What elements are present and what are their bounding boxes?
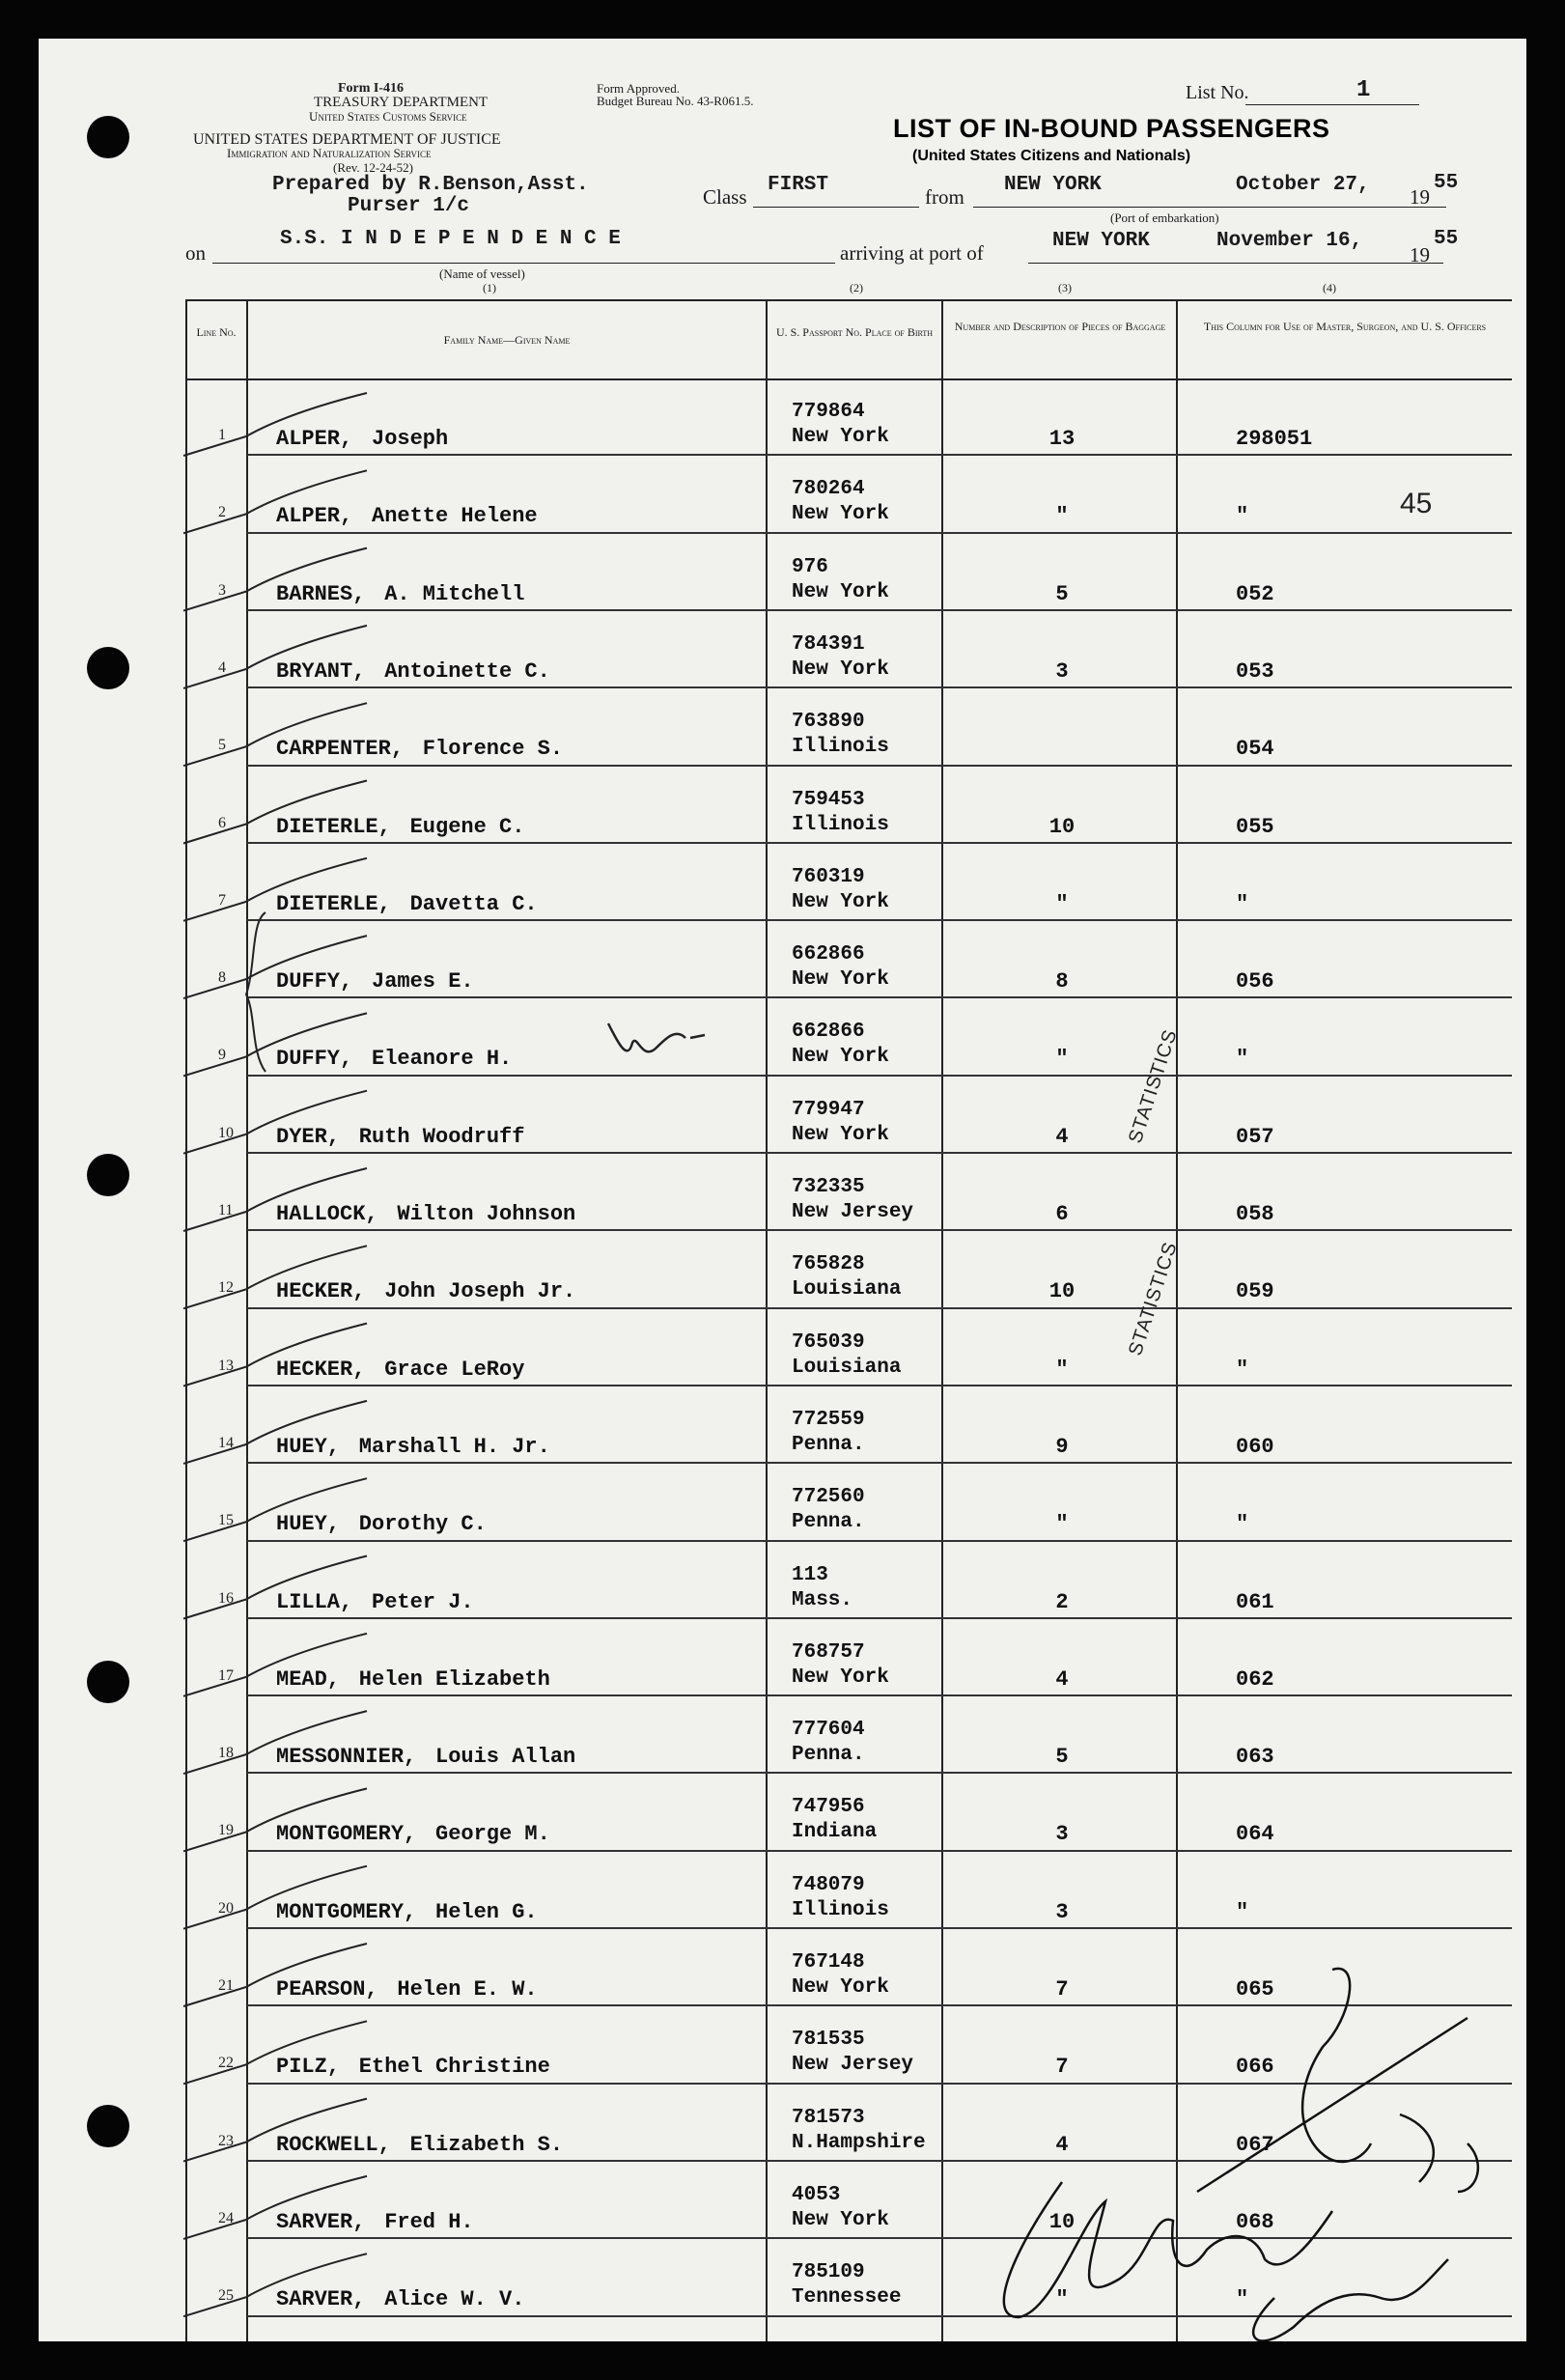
birth-place: Illinois xyxy=(792,1898,889,1921)
arrive-year-prefix: 19 xyxy=(1410,243,1430,266)
given-name: Joseph xyxy=(372,427,449,451)
revision: (Rev. 12-24-52) xyxy=(333,160,413,175)
baggage-count: 8 xyxy=(1055,969,1069,994)
row-rule xyxy=(247,1152,1512,1154)
given-name: Marshall H. Jr. xyxy=(358,1434,550,1459)
family-name: PILZ, xyxy=(276,2055,341,2080)
officer-entry: " xyxy=(1236,1512,1249,1537)
form-number: Form I-416 xyxy=(338,81,405,96)
line-number: 22 xyxy=(218,2055,234,2072)
baggage-count: " xyxy=(1055,1047,1069,1072)
row-rule xyxy=(247,2004,1512,2006)
baggage-count: 7 xyxy=(1055,1977,1069,2002)
arriving-label: arriving at port of xyxy=(840,241,984,265)
header-baggage: Number and Description of Pieces of Baggage xyxy=(954,320,1166,333)
baggage-count: 10 xyxy=(1048,814,1076,839)
birth-place: Louisiana xyxy=(792,1356,902,1379)
officer-entry: 068 xyxy=(1236,2209,1274,2234)
row-rule xyxy=(247,1462,1512,1464)
officer-entry: 059 xyxy=(1236,1279,1274,1304)
row-rule xyxy=(247,842,1512,844)
given-name: Peter J. xyxy=(372,1589,474,1614)
officer-entry: 062 xyxy=(1236,1666,1274,1692)
passport-number: 781535 xyxy=(792,2029,865,2052)
family-name: LILLA, xyxy=(276,1589,353,1614)
given-name: Eleanore H. xyxy=(372,1047,513,1072)
officer-entry: 058 xyxy=(1236,1202,1274,1226)
officer-entry: 067 xyxy=(1236,2132,1274,2157)
passport-number: 765828 xyxy=(792,1253,865,1276)
header-officer-use: This Column for Use of Master, Surgeon, and U. S. Officers xyxy=(1203,320,1487,333)
birth-place: N.Hampshire xyxy=(792,2131,926,2154)
row-rule xyxy=(247,765,1512,767)
baggage-count: 4 xyxy=(1055,1124,1069,1149)
row-rule xyxy=(247,2083,1512,2085)
class-label: Class xyxy=(703,185,747,209)
officer-entry: 063 xyxy=(1236,1745,1274,1770)
passport-number: 779947 xyxy=(792,1098,865,1121)
given-name: Ruth Woodruff xyxy=(358,1124,525,1149)
passport-number: 747956 xyxy=(792,1796,865,1819)
birth-place: New York xyxy=(792,1666,889,1689)
officer-entry: " xyxy=(1236,891,1249,916)
row-rule xyxy=(247,1617,1512,1619)
class-value: FIRST xyxy=(768,174,829,196)
form-approved: Form Approved. xyxy=(597,81,680,96)
family-name: DIETERLE, xyxy=(276,814,391,839)
row-rule xyxy=(247,2237,1512,2239)
birth-place: New Jersey xyxy=(792,1201,914,1223)
officer-entry: 053 xyxy=(1236,658,1274,684)
header-line-no: Line No. xyxy=(196,325,237,339)
officer-entry: 298051 xyxy=(1236,427,1313,451)
family-name: CARPENTER, xyxy=(276,737,405,762)
family-name: HUEY, xyxy=(276,1512,341,1537)
passport-number: 772560 xyxy=(792,1486,865,1509)
bracket-mark xyxy=(246,912,265,1072)
given-name: Helen E. W. xyxy=(397,1977,538,2002)
officer-entry: 066 xyxy=(1236,2055,1274,2080)
baggage-count: 2 xyxy=(1055,1589,1069,1614)
passport-number: 785109 xyxy=(792,2261,865,2284)
passport-number: 765039 xyxy=(792,1330,865,1354)
ins-service: Immigration and Naturalization Service xyxy=(227,146,432,160)
prepared-by: Prepared by R.Benson,Asst. xyxy=(272,174,589,196)
row-rule xyxy=(247,1307,1512,1309)
family-name: HALLOCK, xyxy=(276,1202,378,1226)
family-name: DYER, xyxy=(276,1124,341,1149)
list-no-label: List No. xyxy=(1186,82,1249,103)
given-name: Anette Helene xyxy=(372,504,538,529)
line-number: 6 xyxy=(218,814,226,831)
baggage-count: 3 xyxy=(1055,1899,1069,1924)
depart-year: 55 xyxy=(1434,172,1459,194)
given-name: Elizabeth S. xyxy=(409,2132,564,2157)
from-label: from xyxy=(925,185,964,209)
passport-number: 113 xyxy=(792,1563,828,1586)
col-divider-name xyxy=(766,299,768,2341)
passport-number: 763890 xyxy=(792,711,865,734)
baggage-count: 4 xyxy=(1055,1666,1069,1692)
col-divider-baggage xyxy=(1176,299,1178,2341)
line-number: 1 xyxy=(218,427,226,443)
birth-place: Indiana xyxy=(792,1821,878,1844)
officer-entry: 064 xyxy=(1236,1822,1274,1847)
baggage-count: " xyxy=(1055,891,1069,916)
passport-number: 976 xyxy=(792,555,828,578)
row-rule xyxy=(247,919,1512,921)
passport-number: 759453 xyxy=(792,788,865,811)
given-name: Grace LeRoy xyxy=(384,1357,525,1382)
row-rule xyxy=(247,1385,1512,1386)
given-name: Ethel Christine xyxy=(358,2055,550,2080)
arrive-date: November 16, xyxy=(1216,230,1363,252)
family-name: ROCKWELL, xyxy=(276,2132,391,2157)
birth-place: New York xyxy=(792,2208,889,2231)
given-name: Eugene C. xyxy=(409,814,525,839)
baggage-count: 7 xyxy=(1055,2055,1069,2080)
arrive-port: NEW YORK xyxy=(1052,230,1150,252)
family-name: SARVER, xyxy=(276,2209,366,2234)
given-name: A. Mitchell xyxy=(384,581,525,606)
birth-place: New York xyxy=(792,503,889,526)
family-name: DIETERLE, xyxy=(276,891,391,916)
from-underline xyxy=(973,207,1446,208)
line-number: 2 xyxy=(218,504,226,521)
row-rule xyxy=(247,2160,1512,2162)
family-name: BARNES, xyxy=(276,581,366,606)
given-name: Helen Elizabeth xyxy=(358,1666,550,1692)
given-name: John Joseph Jr. xyxy=(384,1279,576,1304)
passport-number: 768757 xyxy=(792,1640,865,1664)
col-num-3: (3) xyxy=(1058,281,1072,294)
line-number: 16 xyxy=(218,1589,234,1607)
baggage-count: 6 xyxy=(1055,1202,1069,1226)
birth-place: Tennessee xyxy=(792,2286,902,2310)
line-number: 23 xyxy=(218,2132,234,2149)
line-number: 11 xyxy=(218,1202,234,1218)
header-name: Family Name—Given Name xyxy=(443,333,571,347)
birth-place: Penna. xyxy=(792,1744,865,1767)
list-no-value: 1 xyxy=(1356,77,1371,103)
family-name: HECKER, xyxy=(276,1279,366,1304)
row-rule xyxy=(247,2315,1512,2317)
line-number: 19 xyxy=(218,1822,234,1839)
table-left-border xyxy=(185,299,187,2341)
given-name: Florence S. xyxy=(422,737,564,762)
officer-entry: 057 xyxy=(1236,1124,1274,1149)
family-name: SARVER, xyxy=(276,2287,366,2312)
list-title: LIST OF IN-BOUND PASSENGERS xyxy=(893,114,1330,143)
manifest-sheet xyxy=(39,39,1526,2341)
passport-number: 662866 xyxy=(792,1021,865,1044)
col-divider-passport xyxy=(941,299,943,2341)
vessel-name: S.S. I N D E P E N D E N C E xyxy=(280,228,621,250)
given-name: Dorothy C. xyxy=(358,1512,487,1537)
officer-entry: " xyxy=(1236,1357,1249,1382)
on-label: on xyxy=(185,241,206,265)
baggage-count: 4 xyxy=(1055,2132,1069,2157)
given-name: James E. xyxy=(372,969,474,994)
officer-entry: 055 xyxy=(1236,814,1274,839)
depart-date: October 27, xyxy=(1236,174,1370,196)
line-number: 4 xyxy=(218,658,226,676)
given-name: Louis Allan xyxy=(435,1745,576,1770)
baggage-count: 9 xyxy=(1055,1434,1069,1459)
family-name: MONTGOMERY, xyxy=(276,1822,417,1847)
header-passport: U. S. Passport No. Place of Birth xyxy=(775,325,934,339)
baggage-count: 3 xyxy=(1055,1822,1069,1847)
given-name: George M. xyxy=(435,1822,550,1847)
passport-number: 4053 xyxy=(792,2183,841,2206)
officer-entry: 052 xyxy=(1236,581,1274,606)
officer-entry: 065 xyxy=(1236,1977,1274,2002)
row-rule xyxy=(247,1075,1512,1077)
vessel-underline xyxy=(212,263,835,264)
birth-place: New York xyxy=(792,1123,889,1146)
birth-place: Penna. xyxy=(792,1433,865,1456)
given-name: Alice W. V. xyxy=(384,2287,525,2312)
line-number: 8 xyxy=(218,969,226,987)
birth-place: New York xyxy=(792,426,889,448)
prepared-by-title: Purser 1/c xyxy=(348,195,470,217)
line-number: 14 xyxy=(218,1434,234,1451)
row-rule xyxy=(247,532,1512,534)
passport-number: 779864 xyxy=(792,401,865,423)
line-number: 9 xyxy=(218,1047,226,1064)
birth-place: New York xyxy=(792,1976,889,1999)
family-name: DUFFY, xyxy=(276,969,353,994)
col-divider-line xyxy=(246,299,248,2341)
officer-entry: 061 xyxy=(1236,1589,1274,1614)
passport-number: 772559 xyxy=(792,1408,865,1431)
birth-place: New Jersey xyxy=(792,2054,914,2077)
depart-year-prefix: 19 xyxy=(1410,185,1430,209)
line-number: 3 xyxy=(218,581,226,599)
arrive-year: 55 xyxy=(1434,228,1459,250)
family-name: MEAD, xyxy=(276,1666,341,1692)
line-number: 24 xyxy=(218,2209,234,2226)
line-number: 13 xyxy=(218,1357,234,1374)
passport-number: 781573 xyxy=(792,2106,865,2129)
table-header-rule xyxy=(185,378,1512,380)
col-num-4: (4) xyxy=(1323,281,1336,294)
birth-place: Mass. xyxy=(792,1588,853,1611)
line-number: 12 xyxy=(218,1279,234,1297)
row-rule xyxy=(247,1694,1512,1696)
class-underline xyxy=(753,207,919,208)
given-name: Davetta C. xyxy=(409,891,538,916)
officer-entry: " xyxy=(1236,2287,1249,2312)
from-port: NEW YORK xyxy=(1004,174,1102,196)
passport-number: 760319 xyxy=(792,865,865,888)
row-rule xyxy=(247,1850,1512,1852)
customs-service: United States Customs Service xyxy=(309,109,467,124)
birth-place: New York xyxy=(792,580,889,603)
row-rule xyxy=(247,686,1512,688)
family-name: PEARSON, xyxy=(276,1977,378,2002)
baggage-count: 10 xyxy=(1048,1279,1076,1304)
birth-place: Illinois xyxy=(792,736,889,759)
vessel-label: (Name of vessel) xyxy=(439,266,525,281)
line-number: 20 xyxy=(218,1899,234,1917)
passport-number: 732335 xyxy=(792,1176,865,1198)
officer-entry: 056 xyxy=(1236,969,1274,994)
handwriting-overlay xyxy=(39,39,1526,2341)
officer-entry: " xyxy=(1236,1899,1249,1924)
baggage-count: 13 xyxy=(1048,427,1076,451)
arrive-underline xyxy=(1028,263,1443,264)
baggage-count: " xyxy=(1055,2287,1069,2312)
passport-number: 662866 xyxy=(792,943,865,966)
officer-entry: 054 xyxy=(1236,737,1274,762)
given-name: Fred H. xyxy=(384,2209,474,2234)
line-number: 18 xyxy=(218,1745,234,1762)
family-name: BRYANT, xyxy=(276,658,366,684)
passport-number: 777604 xyxy=(792,1719,865,1742)
col-num-1: (1) xyxy=(483,281,496,294)
table-top-rule xyxy=(185,299,1512,301)
officer-entry: " xyxy=(1236,1047,1249,1072)
row-rule xyxy=(247,1927,1512,1929)
port-embark-label: (Port of embarkation) xyxy=(1110,210,1219,225)
birth-place: New York xyxy=(792,658,889,681)
margin-note: 45 xyxy=(1400,488,1433,519)
row-rule xyxy=(247,1540,1512,1542)
family-name: ALPER, xyxy=(276,427,353,451)
given-name: Wilton Johnson xyxy=(397,1202,576,1226)
family-name: HUEY, xyxy=(276,1434,341,1459)
punch-hole xyxy=(87,647,129,689)
birth-place: New York xyxy=(792,890,889,913)
punch-hole xyxy=(87,116,129,158)
baggage-count: 3 xyxy=(1055,658,1069,684)
col-num-2: (2) xyxy=(850,281,863,294)
officer-entry: 060 xyxy=(1236,1434,1274,1459)
row-rule xyxy=(247,1772,1512,1774)
baggage-count: 5 xyxy=(1055,581,1069,606)
line-number: 15 xyxy=(218,1512,234,1529)
baggage-count: " xyxy=(1055,1512,1069,1537)
baggage-count: 10 xyxy=(1048,2209,1076,2234)
birth-place: New York xyxy=(792,968,889,992)
given-name: Helen G. xyxy=(435,1899,538,1924)
punch-hole xyxy=(87,2105,129,2147)
initial-scribble xyxy=(608,1023,705,1051)
row-rule xyxy=(247,609,1512,611)
list-subtitle: (United States Citizens and Nationals) xyxy=(912,148,1191,164)
birth-place: Louisiana xyxy=(792,1278,902,1302)
birth-place: Penna. xyxy=(792,1511,865,1534)
punch-hole xyxy=(87,1154,129,1196)
row-rule xyxy=(247,996,1512,998)
birth-place: Illinois xyxy=(792,813,889,836)
passport-number: 784391 xyxy=(792,632,865,656)
baggage-count: 5 xyxy=(1055,1745,1069,1770)
statistics-stamp: STATISTICS xyxy=(1125,1026,1182,1146)
passport-number: 767148 xyxy=(792,1951,865,1974)
family-name: DUFFY, xyxy=(276,1047,353,1072)
justice-dept: UNITED STATES DEPARTMENT OF JUSTICE xyxy=(193,131,501,148)
line-number: 21 xyxy=(218,1977,234,1994)
treasury-dept: TREASURY DEPARTMENT xyxy=(314,95,489,110)
birth-place: New York xyxy=(792,1046,889,1069)
family-name: MESSONNIER, xyxy=(276,1745,417,1770)
row-rule xyxy=(247,454,1512,456)
line-number: 17 xyxy=(218,1666,234,1684)
family-name: HECKER, xyxy=(276,1357,366,1382)
statistics-stamp: STATISTICS xyxy=(1125,1239,1182,1358)
punch-hole xyxy=(87,1661,129,1703)
line-number: 5 xyxy=(218,737,226,754)
family-name: MONTGOMERY, xyxy=(276,1899,417,1924)
given-name: Antoinette C. xyxy=(384,658,550,684)
officer-entry: " xyxy=(1236,504,1249,529)
baggage-count: " xyxy=(1055,1357,1069,1382)
line-number: 25 xyxy=(218,2287,234,2305)
budget-bureau: Budget Bureau No. 43-R061.5. xyxy=(597,94,754,108)
passport-number: 780264 xyxy=(792,478,865,501)
line-number: 10 xyxy=(218,1124,234,1141)
family-name: ALPER, xyxy=(276,504,353,529)
passport-number: 748079 xyxy=(792,1873,865,1896)
list-no-underline xyxy=(1245,104,1419,105)
line-number: 7 xyxy=(218,891,226,909)
baggage-count: " xyxy=(1055,504,1069,529)
row-rule xyxy=(247,1229,1512,1231)
